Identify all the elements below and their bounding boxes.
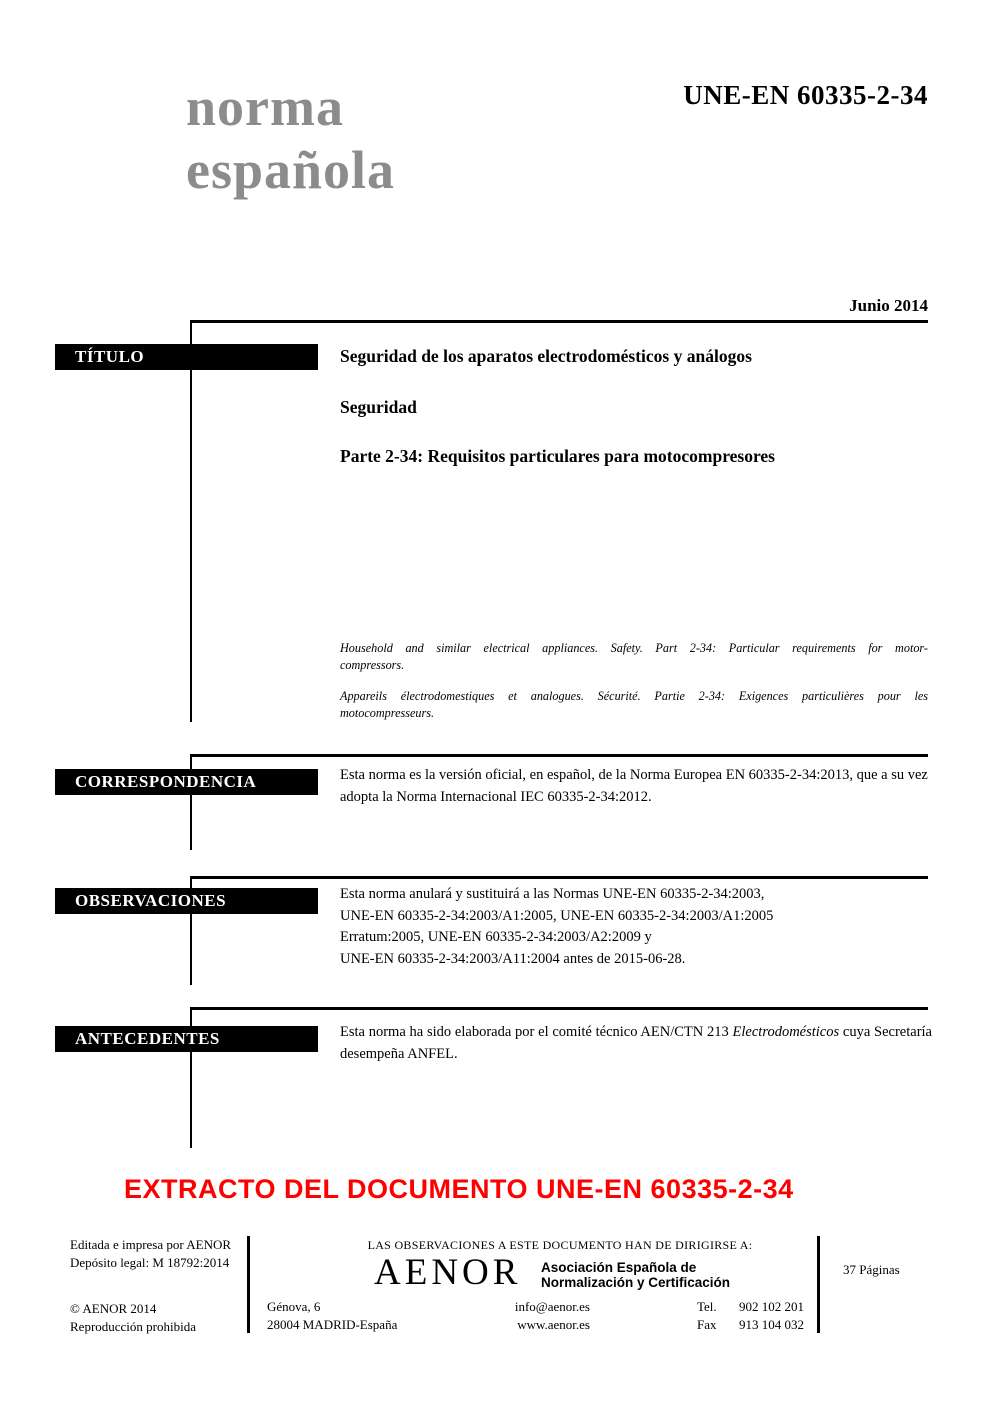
publication-date: Junio 2014 [849, 296, 928, 315]
footer-imprint-publisher: Editada e impresa por AENOR [70, 1237, 232, 1252]
observaciones-label-box [55, 888, 318, 914]
title-english-line1: Household and similar electrical appliances. Safety. Part 2-34: Particular requirements for motor- [340, 641, 928, 655]
footer-address-city: 28004 MADRID-España [267, 1317, 398, 1332]
observaciones-line: Erratum:2005, UNE-EN 60335-2-34:2003/A2:2009 y [340, 929, 652, 945]
footer-reproduction-line: Reproducción prohibida [70, 1319, 196, 1334]
norma-espanola-logo [186, 76, 395, 202]
footer-website: www.aenor.es [517, 1317, 590, 1332]
footer-fax-label: Fax [697, 1317, 717, 1332]
footer-address-street: Génova, 6 [267, 1299, 321, 1314]
antecedentes-label: ANTECEDENTES [75, 1029, 220, 1048]
footer-phones [697, 1298, 804, 1334]
norma-espanola-logo-line1: norma [186, 77, 344, 137]
footer-fax-value: 913 104 032 [739, 1317, 804, 1332]
aenor-logo: AENOR [374, 1252, 522, 1293]
observaciones-text [340, 884, 938, 970]
aenor-org-name-line1: Asociación Española de [541, 1260, 697, 1275]
antecedentes-text [340, 1022, 932, 1065]
antecedentes-text-after: cuya Secretaría desempeña ANFEL. [340, 1024, 932, 1062]
title-line-3: Parte 2-34: Requisitos particulares para motocompresores [340, 446, 775, 466]
norma-espanola-logo-line2: española [186, 140, 396, 200]
footer-imprint [70, 1236, 231, 1272]
footer-imprint-legal-deposit: Depósito legal: M 18792:2014 [70, 1255, 230, 1270]
footer-tel-label: Tel. [697, 1299, 717, 1314]
document-code: UNE-EN 60335-2-34 [683, 80, 928, 110]
title-line-2: Seguridad [340, 397, 417, 417]
titulo-top-rule [190, 320, 928, 323]
antecedentes-label-box [55, 1026, 318, 1052]
aenor-org-name [541, 1261, 730, 1290]
observaciones-line: UNE-EN 60335-2-34:2003/A1:2005, UNE-EN 60335-2-34:2003/A1:2005 [340, 907, 774, 924]
correspondencia-label-box [55, 769, 318, 795]
footer-page-count: 37 Páginas [843, 1262, 900, 1277]
footer-address [267, 1298, 397, 1334]
footer-divider-right [817, 1236, 820, 1333]
correspondencia-label: CORRESPONDENCIA [75, 772, 257, 791]
extract-notice: EXTRACTO DEL DOCUMENTO UNE-EN 60335-2-34 [124, 1174, 794, 1204]
footer-divider-left [247, 1236, 250, 1333]
footer-tel-value: 902 102 201 [739, 1299, 804, 1314]
antecedentes-text-before: Esta norma ha sido elaborada por el comité técnico AEN/CTN 213 [340, 1024, 733, 1040]
observaciones-line: UNE-EN 60335-2-34:2003/A11:2004 antes de 2015-06-28. [340, 950, 686, 967]
correspondencia-text: Esta norma es la versión oficial, en español, de la Norma Europea EN 60335-2-34:2013, que a su vez adopta la Norma Internacional IEC 60335-2-34:2012. [340, 767, 928, 805]
footer-observations-notice: LAS OBSERVACIONES A ESTE DOCUMENTO HAN DE DIRIGIRSE A: [367, 1238, 753, 1252]
footer-email: info@aenor.es [514, 1299, 590, 1314]
antecedentes-text-committee: Electrodomésticos [732, 1024, 840, 1040]
footer-tel-row [697, 1298, 804, 1316]
title-line-1: Seguridad de los aparatos electrodomésticos y análogos [340, 346, 752, 366]
title-french-line2: motocompresseurs. [340, 706, 434, 720]
titulo-label-box [55, 344, 318, 370]
titulo-label: TÍTULO [75, 347, 145, 366]
titulo-vertical-rule [190, 320, 192, 722]
footer-copyright-line: © AENOR 2014 [70, 1301, 157, 1316]
title-english [340, 640, 928, 674]
observaciones-top-rule [190, 876, 928, 879]
title-french-line1: Appareils électrodomestiques et analogues. Sécurité. Partie 2-34: Exigences particulières pour les [340, 689, 928, 703]
title-french [340, 688, 928, 722]
observaciones-line: Esta norma anulará y sustituirá a las Normas UNE-EN 60335-2-34:2003, [340, 886, 765, 902]
aenor-org-name-line2: Normalización y Certificación [541, 1274, 731, 1290]
footer-fax-row [697, 1316, 804, 1334]
footer-copyright [70, 1300, 196, 1336]
observaciones-label: OBSERVACIONES [75, 891, 227, 910]
footer-contact-web [430, 1298, 590, 1334]
title-english-line2: compressors. [340, 658, 405, 672]
antecedentes-top-rule [190, 1007, 928, 1010]
correspondencia-top-rule [190, 754, 928, 757]
